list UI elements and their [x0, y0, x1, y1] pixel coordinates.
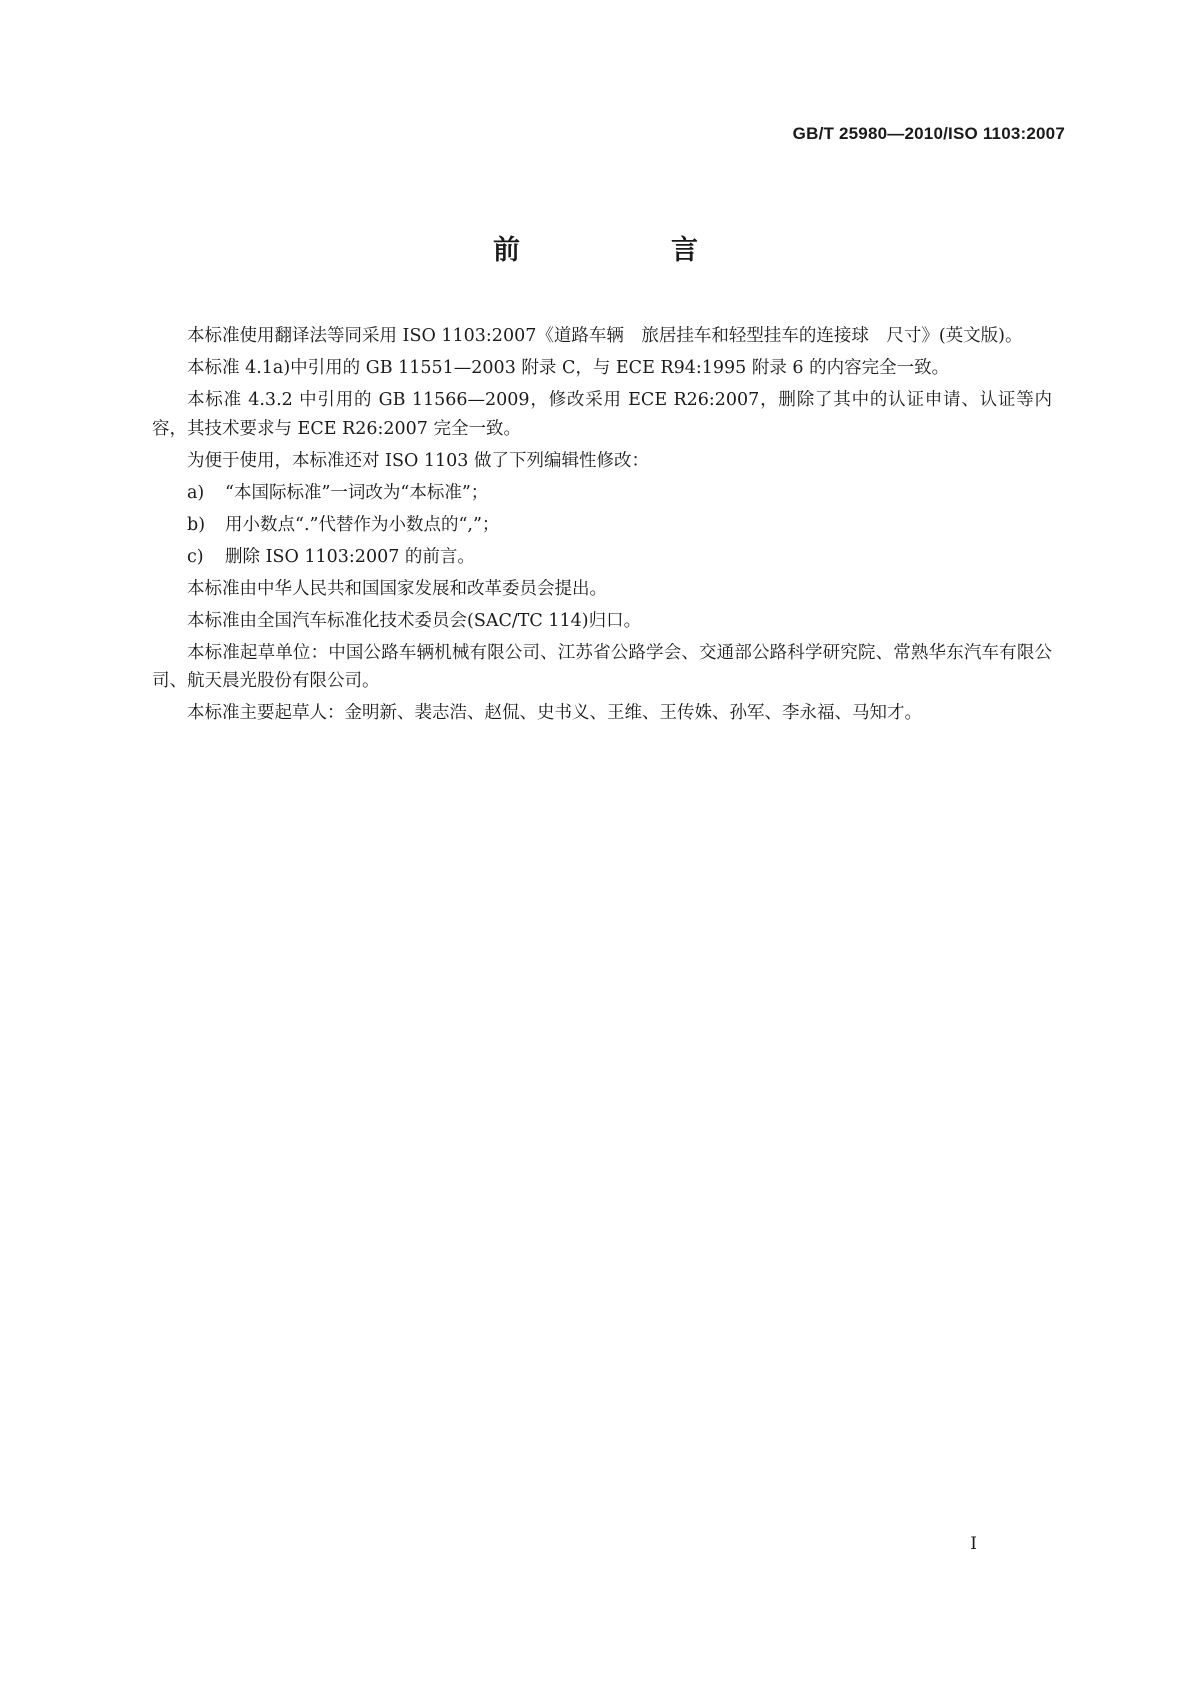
paragraph-adoption: 本标准使用翻译法等同采用 ISO 1103:2007《道路车辆 旅居挂车和轻型挂车的连接球 尺寸》(英文版)。 — [187, 326, 1023, 346]
list-item — [152, 543, 1052, 572]
paragraph-drafters: 本标准主要起草人：金明新、裴志浩、赵侃、史书义、王维、王传姝、孙军、李永福、马知才。 — [187, 703, 922, 723]
list-marker: a) — [187, 482, 205, 503]
list-marker: b) — [187, 514, 206, 535]
standard-number-header: GB/T 25980—2010/ISO 1103:2007 — [792, 124, 1065, 143]
page-number: I — [970, 1534, 977, 1554]
paragraph-proposer: 本标准由中华人民共和国国家发展和改革委员会提出。 — [187, 578, 607, 599]
list-marker: c) — [187, 546, 204, 567]
list-item — [152, 479, 1052, 508]
document-body — [152, 322, 1052, 731]
paragraph-editorial-changes-intro: 为便于使用，本标准还对 ISO 1103 做了下列编辑性修改： — [187, 450, 649, 471]
paragraph-gb11551-reference: 本标准 4.1a)中引用的 GB 11551—2003 附录 C，与 ECE R94:1995 附录 6 的内容完全一致。 — [187, 358, 950, 378]
paragraph-gb11566-reference: 本标准 4.3.2 中引用的 GB 11566—2009，修改采用 ECE R26:2007，删除了其中的认证申请、认证等内容，其技术要求与 ECE R26:2007 完全一致。 — [152, 390, 1052, 439]
list-item-text: 用小数点“.”代替作为小数点的“,”； — [225, 514, 500, 535]
list-item-text: “本国际标准”一词改为“本标准”； — [225, 482, 489, 503]
list-item-text: 删除 ISO 1103:2007 的前言。 — [225, 546, 475, 567]
paragraph-technical-committee: 本标准由全国汽车标准化技术委员会(SAC/TC 114)归口。 — [187, 610, 642, 631]
paragraph-drafting-organizations: 本标准起草单位：中国公路车辆机械有限公司、江苏省公路学会、交通部公路科学研究院、常熟华东汽车有限公司、航天晨光股份有限公司。 — [152, 642, 1052, 691]
page-title: 前 言 — [493, 235, 760, 266]
list-item — [152, 511, 1052, 540]
